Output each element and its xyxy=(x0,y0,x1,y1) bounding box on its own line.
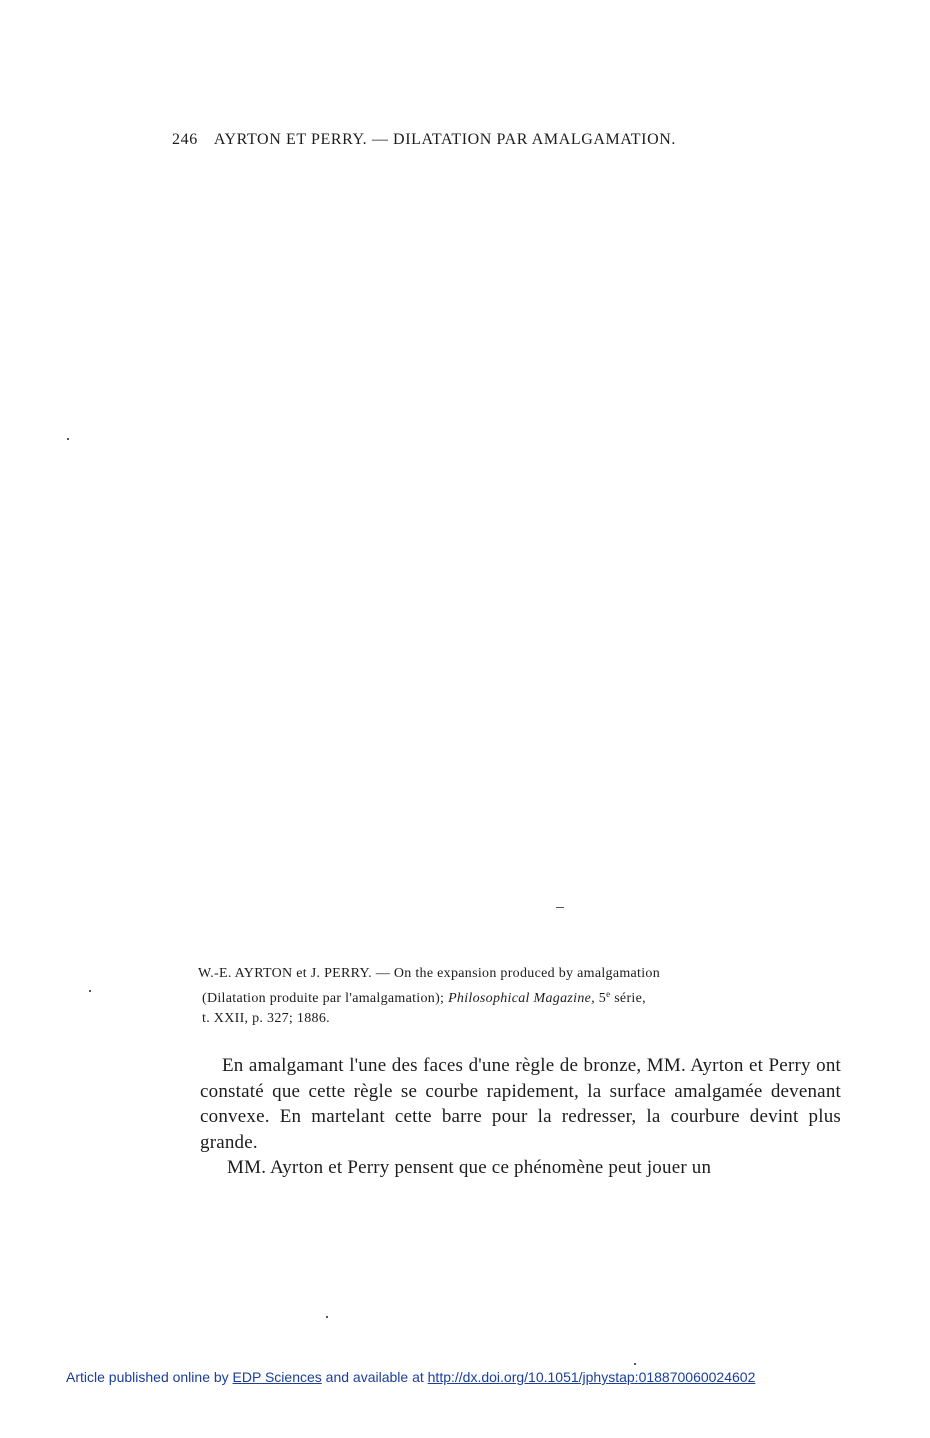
citation-series-word: série, xyxy=(614,991,646,1006)
scan-speck xyxy=(326,1316,328,1318)
publication-footer xyxy=(66,1369,866,1385)
article-body xyxy=(200,1053,841,1181)
body-paragraph-2: MM. Ayrton et Perry pensent que ce phénomène peut jouer un xyxy=(227,1157,712,1178)
page-number: 246 xyxy=(172,131,198,148)
running-head xyxy=(172,131,772,149)
citation-volume-pages-year: t. XXII, p. 327; 1886. xyxy=(202,1011,330,1026)
footer-middle: and available at xyxy=(325,1369,424,1385)
citation-line-2 xyxy=(198,984,843,1009)
scan-speck xyxy=(67,438,69,440)
citation-english-title: On the expansion produced by amalgamation xyxy=(393,966,661,981)
scan-speck xyxy=(89,990,91,992)
citation-series-sup: e xyxy=(606,989,611,999)
scan-speck xyxy=(634,1363,636,1365)
publisher-link[interactable]: EDP Sciences xyxy=(232,1369,322,1385)
citation-french-title: (Dilatation produite par l'amalgamation); xyxy=(202,991,445,1006)
doi-link[interactable]: http://dx.doi.org/10.1051/jphystap:018870060024602 xyxy=(427,1369,756,1385)
citation-journal: Philosophical Magazine, xyxy=(448,991,595,1006)
footer-prefix: Article published online by xyxy=(66,1369,229,1385)
scan-speck xyxy=(556,907,564,908)
bibliographic-citation xyxy=(198,964,843,1029)
citation-series-number: 5 xyxy=(598,991,607,1006)
running-title: AYRTON ET PERRY. — DILATATION PAR AMALGAMATION. xyxy=(213,131,676,148)
body-paragraph-1: En amalgamant l'une des faces d'une règle de bronze, MM. Ayrton et Perry ont constaté que cette règle se courbe rapidement, la surface amalgamée devenant convexe. En martelant cette barre pour la redresser, la courbure devint plus grande. xyxy=(200,1055,841,1153)
citation-authors: W.-E. AYRTON et J. PERRY. — xyxy=(198,966,391,981)
